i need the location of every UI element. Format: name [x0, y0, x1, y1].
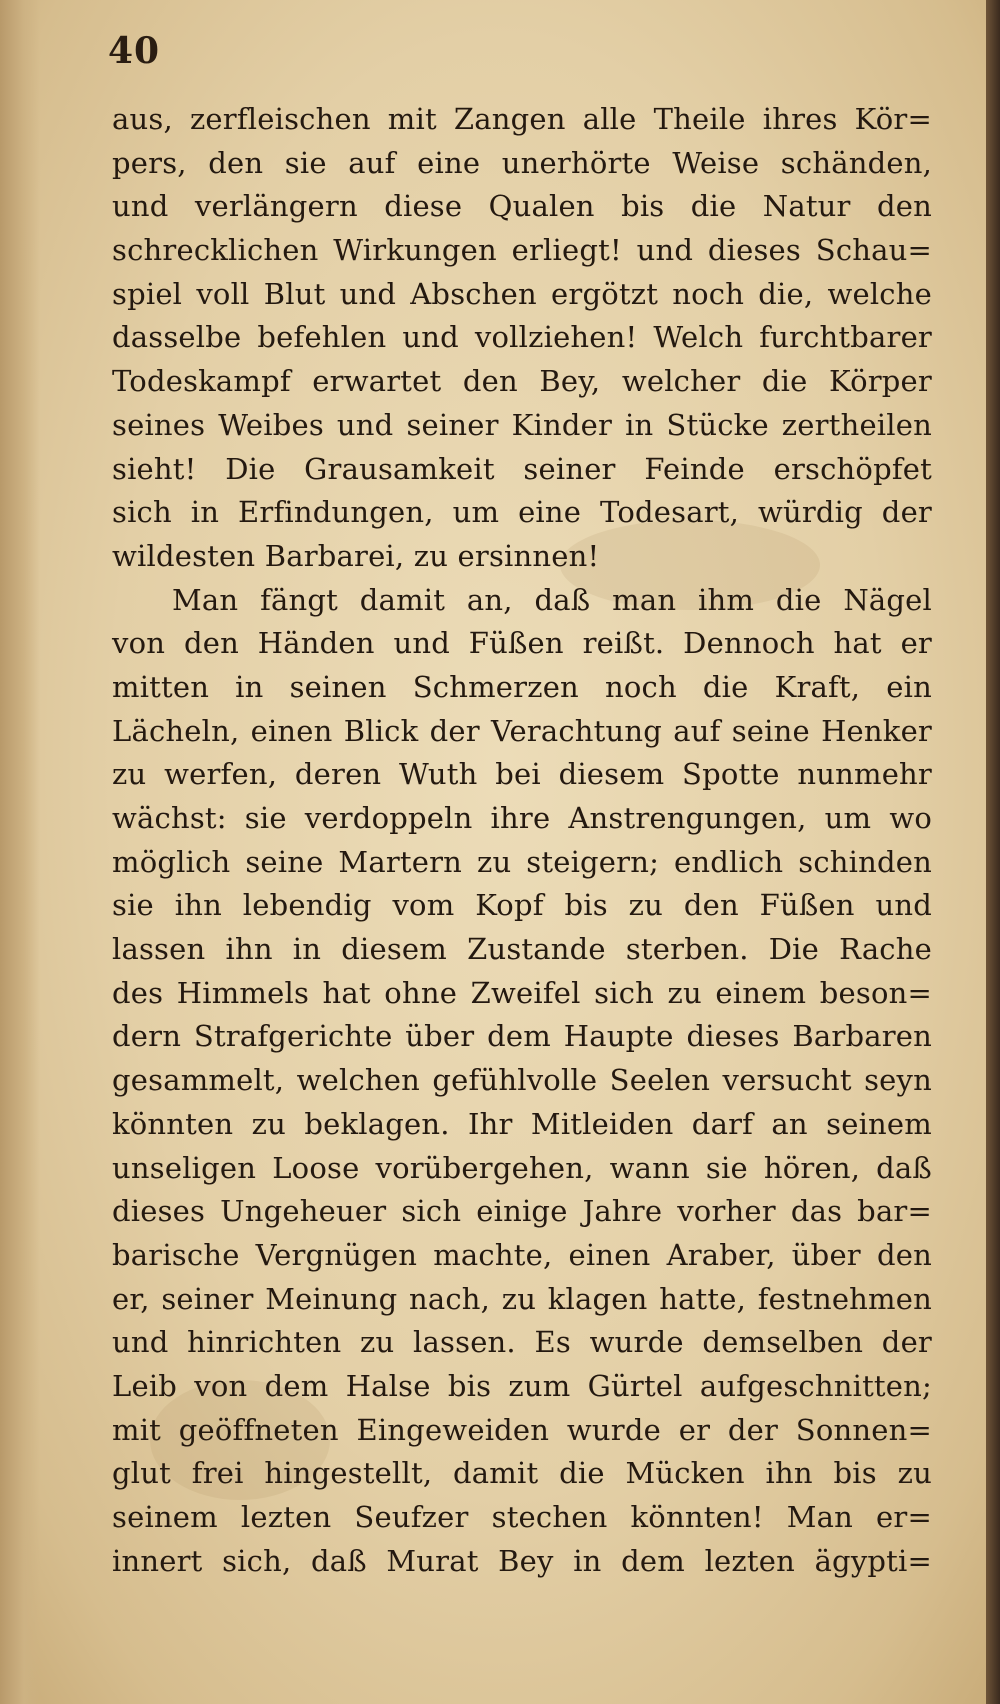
- text-line: barische Vergnügen machte, einen Araber, über den: [112, 1237, 932, 1272]
- text-line: Lächeln, einen Blick der Verachtung auf seine Henker: [112, 713, 932, 748]
- body-text: [112, 98, 932, 1583]
- text-line: des Himmels hat ohne Zweifel sich zu einem beson=: [112, 975, 932, 1010]
- text-line: unseligen Loose vorübergehen, wann sie hören, daß: [112, 1150, 932, 1185]
- text-line: dern Strafgerichte über dem Haupte dieses Barbaren: [112, 1019, 932, 1054]
- text-line: Leib von dem Halse bis zum Gürtel aufgeschnitten;: [112, 1368, 932, 1403]
- text-line: sieht! Die Grausamkeit seiner Feinde erschöpfet: [112, 451, 932, 486]
- text-line: aus, zerfleischen mit Zangen alle Theile ihres Kör=: [112, 102, 932, 136]
- text-line: schrecklichen Wirkungen erliegt! und dieses Schau=: [112, 233, 932, 268]
- text-line: mitten in seinen Schmerzen noch die Kraft, ein: [112, 669, 932, 704]
- text-line: seines Weibes und seiner Kinder in Stücke zertheilen: [112, 407, 932, 442]
- text-line: dieses Ungeheuer sich einige Jahre vorher das bar=: [112, 1194, 932, 1229]
- text-line: innert sich, daß Murat Bey in dem lezten ägypti=: [112, 1543, 932, 1578]
- text-line: wildesten Barbarei, zu ersinnen!: [112, 538, 600, 573]
- text-line: glut frei hingestellt, damit die Mücken ihn bis zu: [112, 1456, 932, 1491]
- page-edge: [986, 0, 1000, 1704]
- text-line: seinem lezten Seufzer stechen könnten! Man er=: [112, 1500, 932, 1534]
- text-line: wächst: sie verdoppeln ihre Anstrengungen, um wo: [112, 801, 932, 835]
- text-line: gesammelt, welchen gefühlvolle Seelen versucht seyn: [112, 1063, 932, 1098]
- text-line: lassen ihn in diesem Zustande sterben. Die Rache: [112, 932, 932, 967]
- text-line: zu werfen, deren Wuth bei diesem Spotte nunmehr: [112, 757, 932, 792]
- text-line: Todeskampf erwartet den Bey, welcher die Körper: [112, 364, 932, 399]
- text-line: sie ihn lebendig vom Kopf bis zu den Füßen und: [112, 888, 932, 923]
- text-line: und hinrichten zu lassen. Es wurde demselben der: [112, 1325, 932, 1360]
- text-line: mit geöffneten Eingeweiden wurde er der Sonnen=: [112, 1412, 932, 1447]
- page-number: 40: [108, 30, 161, 72]
- text-line: sich in Erfindungen, um eine Todesart, würdig der: [112, 495, 932, 530]
- text-line: von den Händen und Füßen reißt. Dennoch hat er: [112, 626, 932, 661]
- text-line: spiel voll Blut und Abschen ergötzt noch die, welche: [112, 276, 932, 311]
- text-line: dasselbe befehlen und vollziehen! Welch furchtbarer: [112, 320, 932, 355]
- text-line: möglich seine Martern zu steigern; endlich schinden: [112, 844, 932, 879]
- text-line: könnten zu beklagen. Ihr Mitleiden darf an seinem: [112, 1106, 932, 1141]
- text-line: er, seiner Meinung nach, zu klagen hatte, festnehmen: [112, 1281, 932, 1316]
- text-line: und verlängern diese Qualen bis die Natur den: [112, 189, 932, 224]
- text-line: Man fängt damit an, daß man ihm die Nägel: [172, 582, 932, 617]
- text-line: pers, den sie auf eine unerhörte Weise schänden,: [112, 145, 932, 180]
- binding-gutter: [0, 0, 40, 1704]
